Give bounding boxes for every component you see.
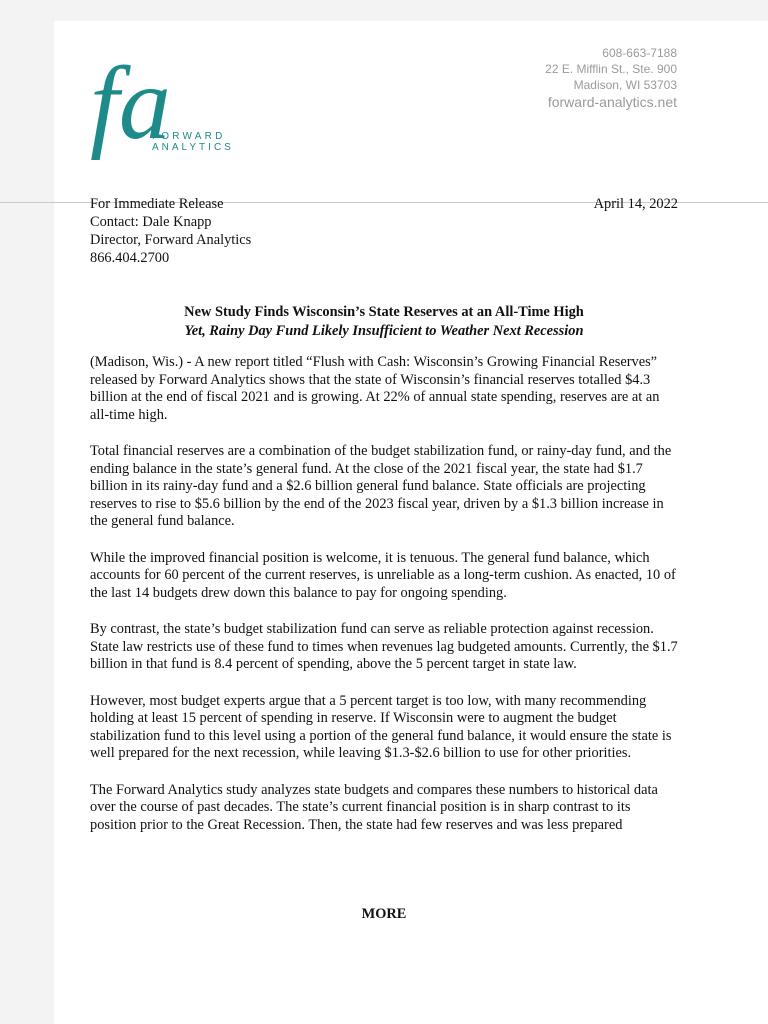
headline-subtitle: Yet, Rainy Day Fund Likely Insufficient to Weather Next Recession [184,323,584,339]
paragraph: Total financial reserves are a combination of the budget stabilization fund, or rainy-day fund, and the ending balance in the state’s general fund. At the close of the 2021 fiscal year, the state had $1.7 billion in its rainy-day fund and a $2.6 billion general fund balance. State officials are projecting reserves to rise to $5.6 billion by the end of the 2023 fiscal year, driven by a $1.3 billion increase in the general fund balance. [90,443,672,529]
logo-name-line1: FORWARD [152,131,226,142]
contact-city: Madison, WI 53703 [573,78,677,92]
contact-block [545,45,677,111]
contact-website-link[interactable]: forward-analytics.net [547,94,677,110]
contact-phone: 608-663-7188 [602,46,677,60]
paragraph: While the improved financial position is welcome, it is tenuous. The general fund balance, which accounts for 60 percent of the current reserves, is unreliable as a long-term cushion. As enacted, 10 of the last 14 budgets drew down this balance to pay for ongoing spending. [90,549,676,601]
headline-title: New Study Finds Wisconsin’s State Reserves at an All-Time High [184,304,584,320]
logo-name-line2: ANALYTICS [152,142,234,153]
release-contact: Contact: Dale Knapp [90,214,212,230]
body-text [90,354,678,853]
more-label: MORE [361,906,407,922]
release-title: Director, Forward Analytics [90,232,252,248]
release-info [90,195,678,267]
logo-monogram: fa [90,46,171,161]
contact-street: 22 E. Mifflin St., Ste. 900 [545,62,677,76]
headline [90,303,678,341]
paragraph: However, most budget experts argue that a 5 percent target is too low, with many recommending holding at least 15 percent of spending in reserve. If Wisconsin were to augment the budget stabilization fund to this level using a portion of the general fund balance, it would ensure the state is well prepared for the next recession, while leaving $1.3-$2.6 billion to use for other priorities. [90,692,672,761]
release-date: April 14, 2022 [593,196,678,212]
forward-analytics-logo [88,42,234,166]
paragraph: (Madison, Wis.) - A new report titled “Flush with Cash: Wisconsin’s Growing Financial Reserves” released by Forward Analytics shows that the state of Wisconsin’s financial reserves totalled $4.3 billion at the end of fiscal 2021 and is growing. At 22% of annual state spending, reserves are at an all-time high. [90,354,660,423]
paragraph: The Forward Analytics study analyzes state budgets and compares these numbers to historical data over the course of past decades. The state’s current financial position is in sharp contrast to its position prior to the Great Recession. Then, the state had few reserves and was less prepared [90,781,658,833]
release-phone: 866.404.2700 [90,250,170,266]
paragraph: By contrast, the state’s budget stabilization fund can serve as reliable protection against recession. State law restricts use of these fund to times when revenues lag budgeted amounts. Currently, the $1.7 billion in that fund is 8.4 percent of spending, above the 5 percent target in state law. [90,621,678,672]
release-label: For Immediate Release [90,196,224,212]
